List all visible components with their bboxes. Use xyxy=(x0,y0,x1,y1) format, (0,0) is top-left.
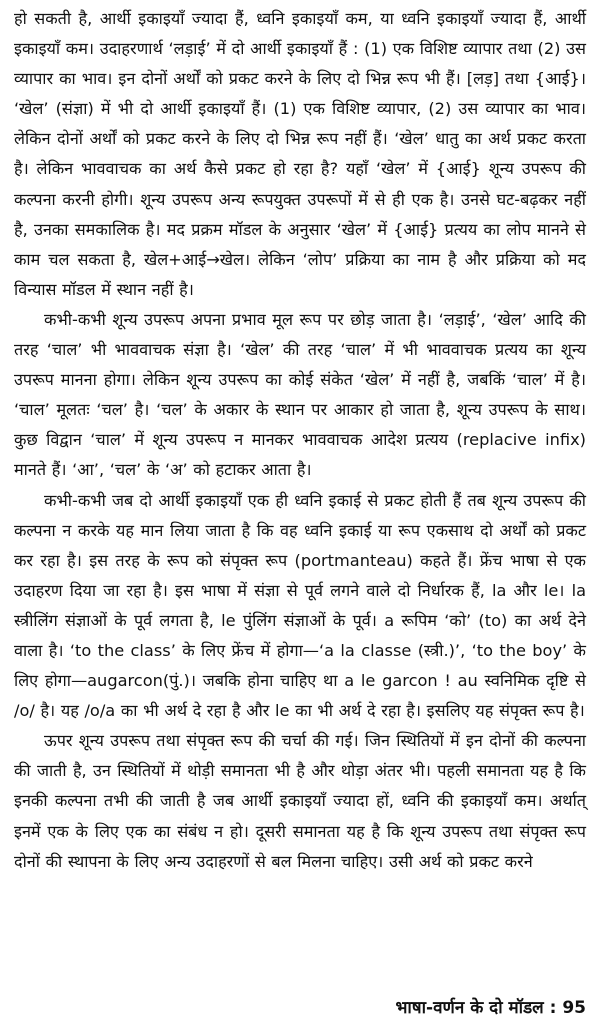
page-body xyxy=(14,4,586,877)
paragraph-3: कभी-कभी जब दो आर्थी इकाइयाँ एक ही ध्वनि इकाई से प्रकट होती हैं तब शून्य उपरूप की कल्पना न करके यह मान लिया जाता है कि वह ध्वनि इकाई या रूप एकसाथ दो अर्थों को प्रकट कर रहा है। इस तरह के रूप को संपृक्त रूप (portmanteau) कहते हैं। फ्रेंच भाषा से एक उदाहरण दिया जा रहा है। इस भाषा में संज्ञा से पूर्व लगने वाले दो निर्धारक हैं, la और le। la स्त्रीलिंग संज्ञाओं के पूर्व लगता है, le पुंलिंग संज्ञाओं के पूर्व। a रूपिम ‘को’ (to) का अर्थ देने वाला है। ‘to the class’ के लिए फ्रेंच में होगा—‘a la classe (स्त्री.)’, ‘to the boy’ के लिए होगा—augarcon(पुं.)। जबकि होना चाहिए था a le garcon ! au स्वनिमिक दृष्टि से /o/ है। यह /o/a का भी अर्थ दे रहा है और le का भी अर्थ दे रहा है। इसलिए यह संपृक्त रूप है। xyxy=(14,490,586,721)
page-footer xyxy=(395,995,586,1018)
paragraph-1: हो सकती है, आर्थी इकाइयाँ ज्यादा हैं, ध्वनि इकाइयाँ कम, या ध्वनि इकाइयाँ ज्यादा हैं, आर्थी इकाइयाँ कम। उदाहरणार्थ ‘लड़ाई’ में दो आर्थी इकाइयाँ हैं : (1) एक विशिष्ट व्यापार तथा (2) उस व्यापार का भाव। इन दोनों अर्थों को प्रकट करने के लिए दो भिन्न रूप भी हैं। [लड़] तथा {आई}। ‘खेल’ (संज्ञा) में भी दो आर्थी इकाइयाँ हैं। (1) एक विशिष्ट व्यापार, (2) उस व्यापार का भाव। लेकिन दोनों अर्थों को प्रकट करने के लिए दो भिन्न रूप नहीं हैं। ‘खेल’ धातु का अर्थ प्रकट करता है। लेकिन भाववाचक का अर्थ कैसे प्रकट हो रहा है? यहाँ ‘खेल’ में {आई} शून्य उपरूप की कल्पना करनी होगी। शून्य उपरूप अन्य रूपयुक्त उपरूपों में से ही एक है। उनसे घट-बढ़कर नहीं है, उनका समकालिक है। मद प्रक्रम मॉडल के अनुसार ‘खेल’ में {आई} प्रत्यय का लोप मानने से काम चल सकता है, खेल+आई→खेल। लेकिन ‘लोप’ प्रक्रिया का नाम है और प्रक्रिया को मद विन्यास मॉडल में स्थान नहीं है। xyxy=(14,9,586,299)
paragraph-2: कभी-कभी शून्य उपरूप अपना प्रभाव मूल रूप पर छोड़ जाता है। ‘लड़ाई’, ‘खेल’ आदि की तरह ‘चाल’ भी भाववाचक संज्ञा है। ‘खेल’ की तरह ‘चाल’ में भी भाववाचक प्रत्यय का शून्य उपरूप मानना होगा। लेकिन शून्य उपरूप का कोई संकेत ‘खेल’ में नहीं है, जबकिं ‘चाल’ में है। ‘चाल’ मूलतः ‘चल’ है। ‘चल’ के अकार के स्थान पर आकार हो जाता है, शून्य उपरूप के साथ। कुछ विद्वान ‘चाल’ में शून्य उपरूप न मानकर भाववाचक आदेश प्रत्यय (replacive infix) मानते हैं। ‘आ’, ‘चल’ के ‘अ’ को हटाकर आता है। xyxy=(14,309,586,480)
running-title-with-page-number: भाषा-वर्णन के दो मॉडल : 95 xyxy=(395,998,586,1018)
paragraph-4: ऊपर शून्य उपरूप तथा संपृक्त रूप की चर्चा की गई। जिन स्थितियों में इन दोनों की कल्पना की जाती है, उन स्थितियों में थोड़ी समानता भी है और थोड़ा अंतर भी। पहली समानता यह है कि इनकी कल्पना तभी की जाती है जब आर्थी इकाइयाँ ज्यादा हों, ध्वनि की इकाइयाँ कम। अर्थात् इनमें एक के लिए एक का संबंध न हो। दूसरी समानता यह है कि शून्य उपरूप तथा संपृक्त रूप दोनों की स्थापना के लिए अन्य उदाहरणों से बल मिलना चाहिए। उसी अर्थ को प्रकट करने xyxy=(14,731,586,871)
